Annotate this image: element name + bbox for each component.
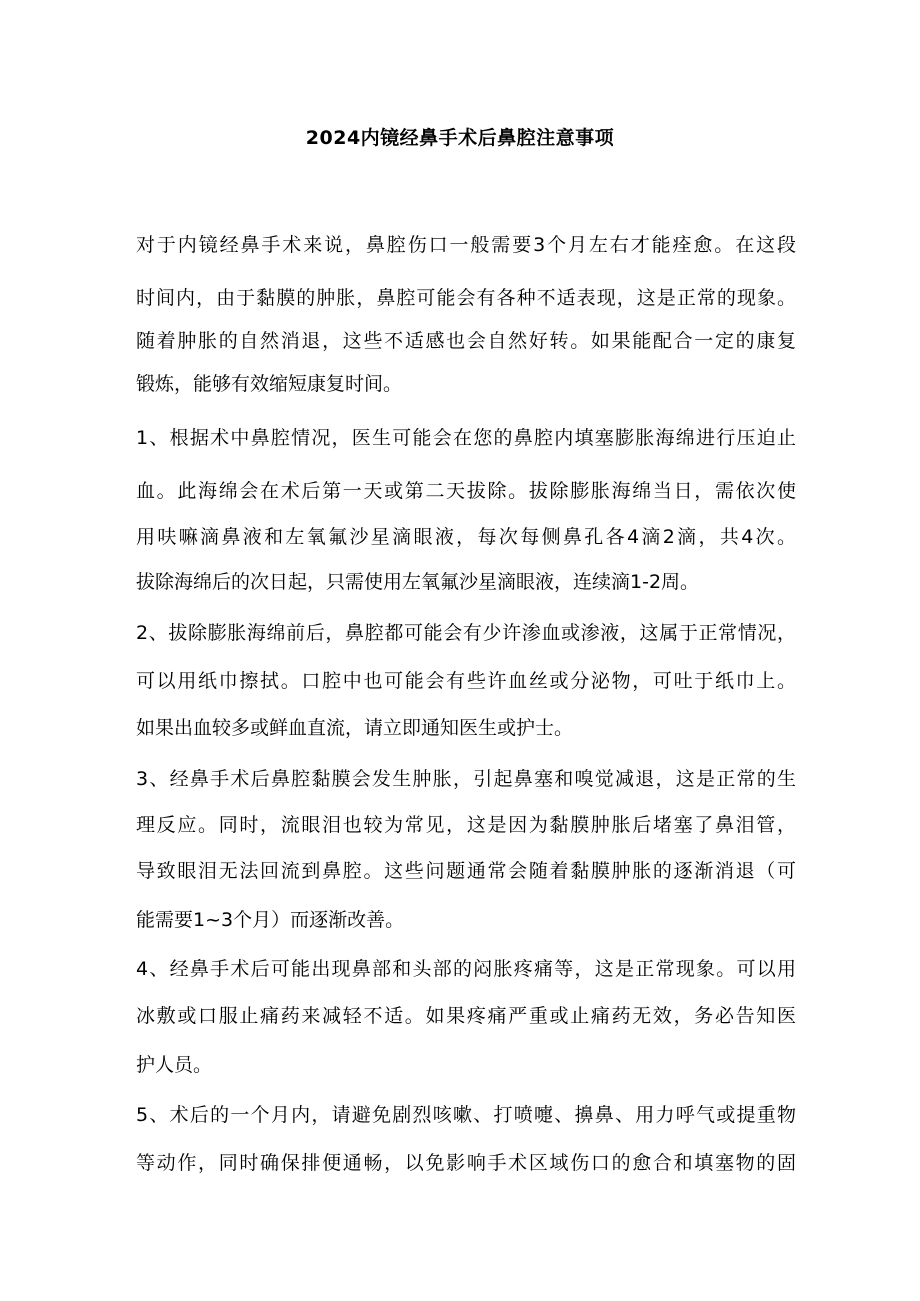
text-line: 拔除海绵后的次日起，只需使用左氧氟沙星滴眼液，连续滴1-2周。	[136, 571, 700, 593]
text-line: 能需要1~3个月）而逐渐改善。	[136, 909, 405, 931]
text-line: 3、经鼻手术后鼻腔黏膜会发生肿胀，引起鼻塞和嗅觉减退，这是正常的生	[136, 768, 796, 790]
document-title: 2024内镜经鼻手术后鼻腔注意事项	[305, 127, 615, 149]
text-line: 护人员。	[136, 1054, 213, 1076]
text-line: 用呋嘛滴鼻液和左氧氟沙星滴眼液，每次每侧鼻孔各4滴2滴，共4次。	[136, 526, 796, 548]
text-line: 理反应。同时，流眼泪也较为常见，这是因为黏膜肿胀后堵塞了鼻泪管，	[136, 814, 796, 836]
text-line: 锻炼，能够有效缩短康复时间。	[136, 373, 403, 395]
text-line: 可以用纸巾擦拭。口腔中也可能会有些许血丝或分泌物，可吐于纸巾上。	[136, 670, 796, 692]
text-line: 等动作，同时确保排便通畅，以免影响手术区域伤口的愈合和填塞物的固	[136, 1152, 796, 1174]
text-line: 冰敷或口服止痛药来减轻不适。如果疼痛严重或止痛药无效，务必告知医	[136, 1005, 796, 1027]
text-line: 5、术后的一个月内，请避免剧烈咳嗽、打喷嚏、擤鼻、用力呼气或提重物	[136, 1104, 796, 1126]
text-line: 对于内镜经鼻手术来说，鼻腔伤口一般需要3个月左右才能痊愈。在这段	[136, 234, 796, 256]
text-line: 4、经鼻手术后可能出现鼻部和头部的闷胀疼痛等，这是正常现象。可以用	[136, 958, 796, 980]
text-line: 1、根据术中鼻腔情况，医生可能会在您的鼻腔内填塞膨胀海绵进行压迫止	[136, 427, 796, 449]
text-line: 随着肿胀的自然消退，这些不适感也会自然好转。如果能配合一定的康复	[136, 330, 796, 352]
text-line: 导致眼泪无法回流到鼻腔。这些问题通常会随着黏膜肿胀的逐渐消退（可	[136, 860, 796, 882]
text-line: 如果出血较多或鲜血直流，请立即通知医生或护士。	[136, 717, 574, 739]
text-line: 时间内，由于黏膜的肿胀，鼻腔可能会有各种不适表现，这是正常的现象。	[136, 287, 796, 309]
text-line: 2、拔除膨胀海绵前后，鼻腔都可能会有少许渗血或渗液，这属于正常情况，	[136, 622, 796, 644]
text-line: 血。此海绵会在术后第一天或第二天拔除。拔除膨胀海绵当日，需依次使	[136, 480, 796, 502]
